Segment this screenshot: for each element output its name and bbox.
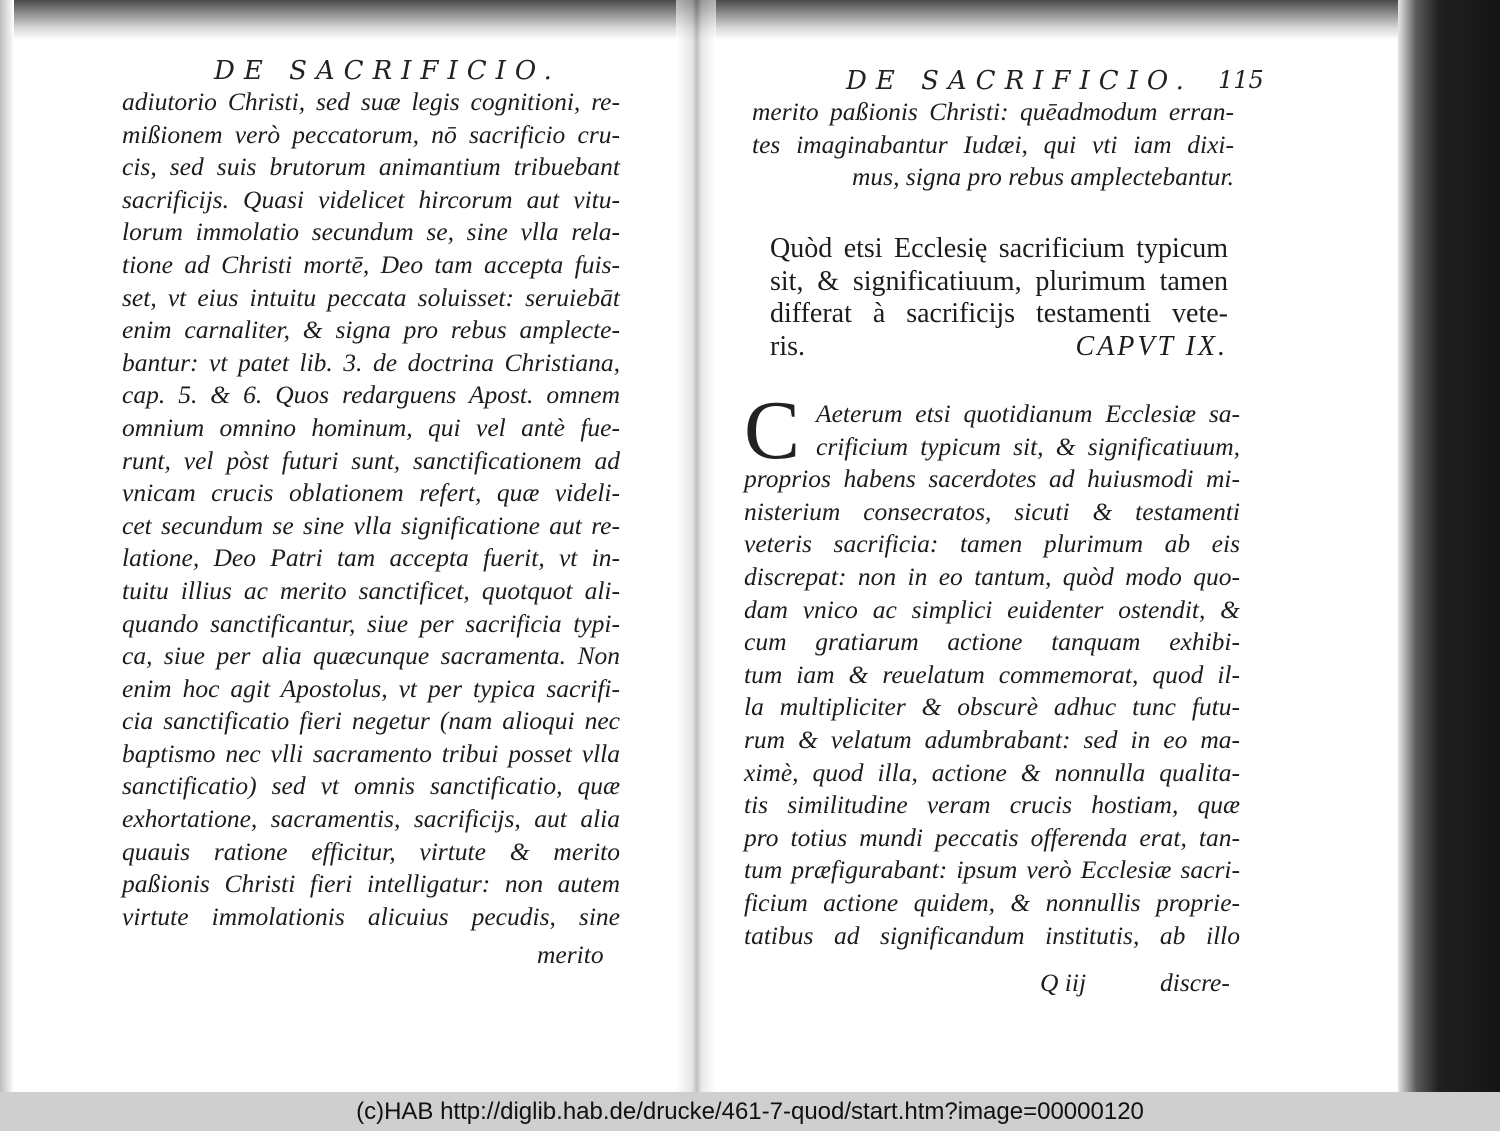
scan-right-dark-border: [1398, 0, 1500, 1092]
right-text-line: crificium typicum sit, & significatiuum,: [816, 431, 1240, 461]
left-text-line: vnicam crucis oblationem refert, quæ videli-: [122, 478, 620, 508]
left-text-line: latione, Deo Patri tam accepta fuerit, vt in-: [122, 543, 620, 573]
left-text-line: baptismo nec vlli sacramento tribui posset vlla: [122, 738, 620, 768]
left-text-line: virtute immolationis alicuius pecudis, sine: [122, 901, 620, 931]
chapter-heading-line: ris.: [770, 330, 805, 362]
right-text-line: discrepat: non in eo tantum, quòd modo quo-: [744, 561, 1240, 591]
right-text-line: pro totius mundi peccatis offerenda erat, tan-: [744, 822, 1240, 852]
left-running-head: DE SACRIFICIO.: [214, 56, 561, 86]
right-top-line: mus, signa pro rebus amplectebantur.: [851, 162, 1234, 192]
left-text-line: enim carnaliter, & signa pro rebus amplecte-: [122, 315, 620, 345]
right-text-line: ximè, quod illa, actione & nonnulla qualita-: [744, 757, 1240, 787]
left-text-line: cap. 5. & 6. Quos redarguens Apost. omnem: [122, 380, 620, 410]
right-top-line: tes imaginabantur Iudæi, qui vti iam dixi-: [752, 129, 1234, 159]
chapter-heading: [770, 233, 1228, 363]
book-gutter: [676, 0, 716, 1092]
right-text-line: ficium actione quidem, & nonnullis proprie-: [744, 887, 1240, 917]
right-text-line: la multipliciter & obscurè adhuc tunc futu-: [744, 692, 1240, 722]
right-running-head: DE SACRIFICIO.: [846, 66, 1193, 96]
left-text-line: cis, sed suis brutorum animantium tribuebant: [122, 152, 620, 182]
left-text-line: sacrificijs. Quasi videlicet hircorum aut vitu-: [122, 184, 620, 214]
left-text-line: quauis ratione efficitur, virtute & merito: [122, 836, 620, 866]
left-text-line: tuitu illius ac merito sanctificet, quotquot ali-: [122, 575, 620, 605]
folio-number: 115: [1218, 66, 1264, 94]
left-text-line: cet secundum se sine vlla significatione aut re-: [122, 510, 620, 540]
left-text-line: enim hoc agit Apostolus, vt per typica sacrifi-: [122, 673, 620, 703]
left-text-line: adiutorio Christi, sed suæ legis cognitioni, re-: [122, 87, 620, 116]
right-text-line: tis similitudine veram crucis hostiam, quæ: [744, 790, 1240, 820]
left-text-line: omnium omnino hominum, qui vel antè fue-: [122, 412, 620, 442]
left-text-line: bantur: vt patet lib. 3. de doctrina Christiana,: [122, 347, 620, 377]
left-page-body: [122, 86, 620, 933]
left-text-line: set, vt eius intuitu peccata soluisset: seruiebāt: [122, 282, 620, 312]
left-text-line: runt, vel pòst futuri sunt, sanctificationem ad: [122, 445, 620, 475]
right-text-line: tatibus ad significandum institutis, ab illo: [744, 920, 1240, 950]
left-text-line: mißionem verò peccatorum, nō sacrificio cru-: [122, 119, 620, 149]
right-text-line: proprios habens sacerdotes ad huiusmodi mi-: [744, 464, 1240, 494]
left-text-line: quando sanctificantur, siue per sacrificia typi-: [122, 608, 620, 638]
chapter-heading-line: sit, & significatiuum, plurimum tamen: [770, 265, 1228, 297]
chapter-number: CAPVT IX.: [1075, 330, 1228, 362]
left-catchword: merito: [537, 940, 604, 969]
chapter-heading-line: differat à sacrificijs testamenti vete-: [770, 298, 1228, 329]
right-page-continuation: [752, 96, 1234, 194]
scan-top-shadow: [0, 0, 1500, 40]
right-text-line: cum gratiarum actione tanquam exhibi-: [744, 627, 1240, 657]
right-text-line: Aeterum etsi quotidianum Ecclesiæ sa-: [816, 399, 1240, 428]
signature-mark: Q iij: [1040, 968, 1087, 997]
left-text-line: ca, siue per alia quæcunque sacramenta. Non: [122, 641, 620, 671]
right-text-line: nisterium consecratos, sicuti & testamenti: [744, 496, 1240, 526]
right-text-line: tum præfigurabant: ipsum verò Ecclesiæ sacri-: [744, 855, 1240, 885]
right-text-line: dam vnico ac simplici euidenter ostendit, &: [744, 594, 1240, 624]
left-text-line: paßionis Christi fieri intelligatur: non autem: [122, 869, 620, 899]
right-text-line: veteris sacrificia: tamen plurimum ab eis: [744, 529, 1240, 559]
right-top-line: merito paßionis Christi: quēadmodum erran-: [752, 97, 1234, 126]
left-text-line: cia sanctificatio fieri negetur (nam alioqui nec: [122, 706, 620, 736]
right-catchword: discre-: [1160, 968, 1230, 997]
left-text-line: tione ad Christi mortē, Deo tam accepta fuis-: [122, 249, 620, 279]
chapter-heading-line: Quòd etsi Ecclesię sacrificium typicum: [770, 233, 1228, 264]
decorated-initial: C: [744, 384, 801, 477]
right-text-line: rum & velatum adumbrabant: sed in eo ma-: [744, 724, 1240, 754]
left-text-line: sanctificatio) sed vt omnis sanctificatio, quæ: [122, 771, 620, 801]
right-page-body: [744, 384, 1240, 952]
page-left-edge-shadow: [0, 0, 14, 1092]
left-text-line: exhortatione, sacramentis, sacrificijs, aut alia: [122, 804, 620, 834]
left-text-line: lorum immolatio secundum se, sine vlla rela-: [122, 217, 620, 247]
right-text-line: tum iam & reuelatum commemorat, quod il-: [744, 659, 1240, 689]
copyright-footer: (c)HAB http://diglib.hab.de/drucke/461-7-quod/start.htm?image=00000120: [0, 1092, 1500, 1131]
